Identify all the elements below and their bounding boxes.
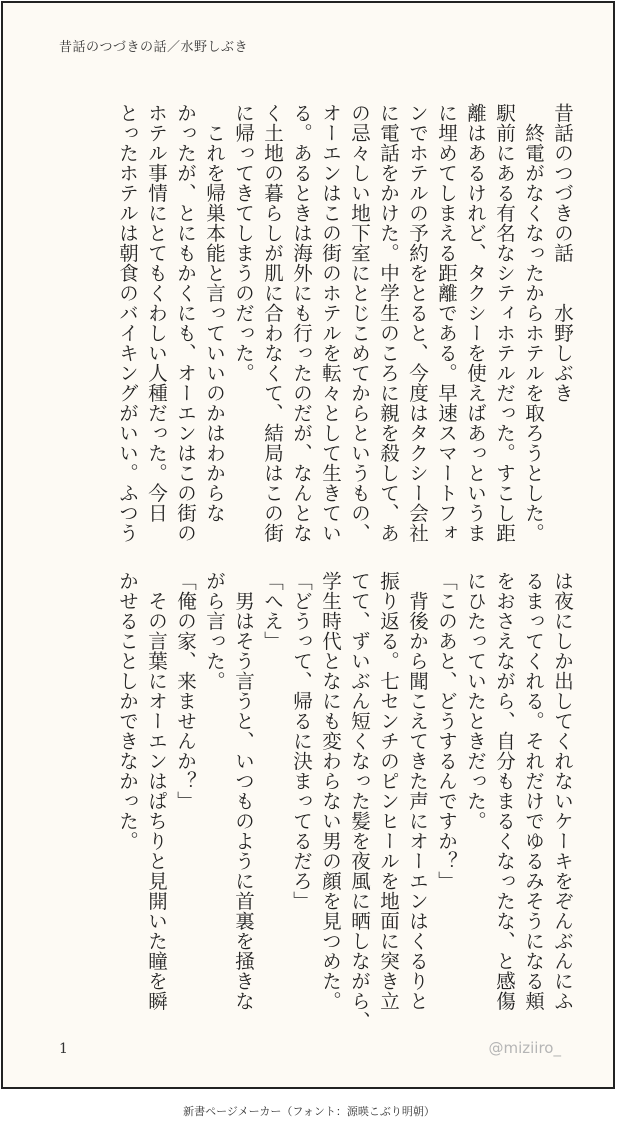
- page-number: 1: [59, 1041, 68, 1057]
- generator-credit: 新書ページメーカー（フォント：源暎こぶり明朝）: [183, 1105, 435, 1118]
- book-page: [1, 1, 615, 1089]
- upper-text-block: 昔話のつづきの話 水野しぶき 終電がなくなったからホテルを取ろうとした。 駅前にある有名なシティホテルだった。すこし距 離はあるけれど、タクシーを使えばあっというま に埋めてしまえる距離である。早速スマートフォ ンでホテルの予約をとると、今度はタクシー会社 に電話をかけた。中学生のころに親を殺して、あ の忌々しい地下室にとじこめてからというもの、 オーエンはこの街のホテルを転々として生きてい る。あるときは海外にも行ったのだが、なんとな く土地の暮らしが肌に合わなくて、結局はこの街 に帰ってきてしまうのだった。 これを帰巣本能と言っていいのかはわからな かったが、とにもかくにも、オーエンはこの街の ホテル事情にとてもくわしい人種だった。今日 とったホテルは朝食のバイキングがいい。ふつう: [116, 103, 574, 543]
- author-handle: @miziiro_: [488, 1039, 561, 1057]
- lower-text-block: は夜にしか出してくれないケーキをぞんぶんにふ るまってくれる。それだけでゆるみそうになる頬 をおさえながら、自分もまるくなったな、と感傷 にひたっていたときだった。 「このあと、どうするんですか？」 背後から聞こえてきた声にオーエンはくるりと 振り返る。七センチのピンヒールを地面に突き立 てて、ずいぶん短くなった髪を夜風に晒しながら、 学生時代となにも変わらない男の顔を見つめた。 「どうって、帰るに決まってるだろ」 「へえ」 男はそう言うと、いつものように首裏を掻きな がら言った。 「俺の家、来ませんか？」 その言葉にオーエンはぱちりと見開いた瞳を瞬 かせることしかできなかった。: [116, 571, 574, 1031]
- running-header: 昔話のつづきの話／水野しぶき: [59, 40, 249, 55]
